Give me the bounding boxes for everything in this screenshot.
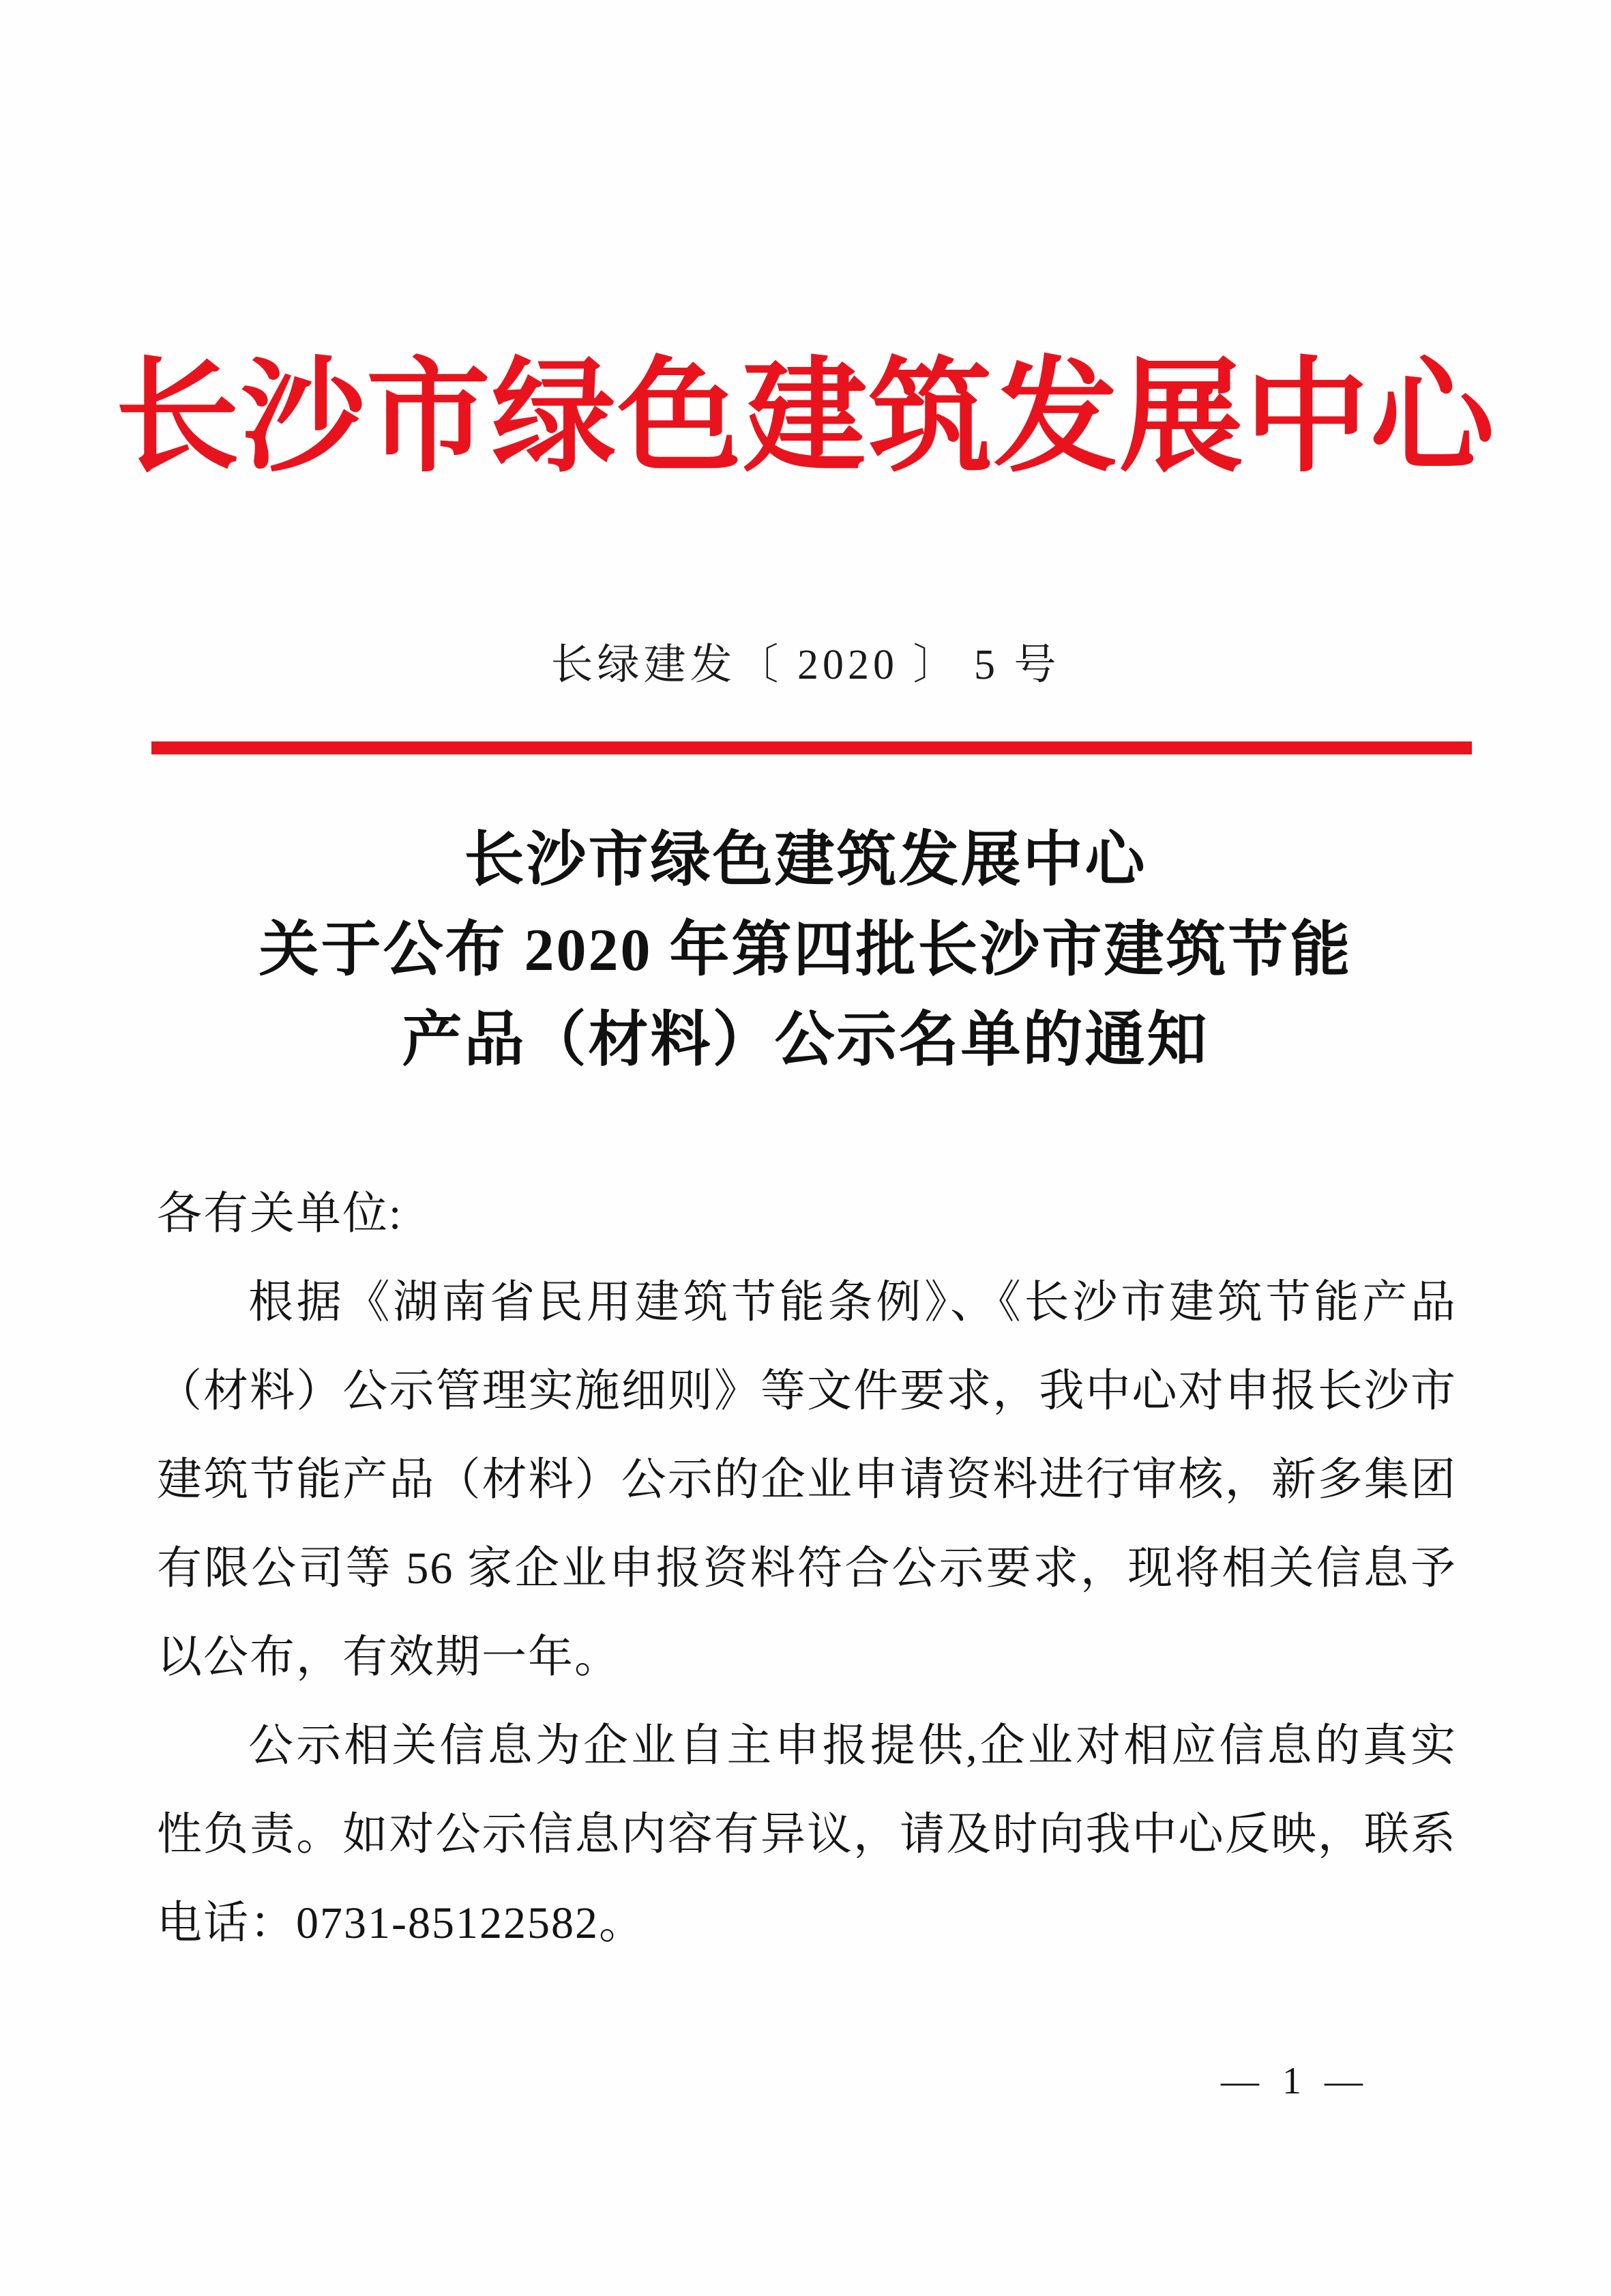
page-number: — 1 —: [1221, 2060, 1370, 2102]
document-title: [0, 816, 1611, 1086]
paragraph-2-line-2: 性负责。如对公示信息内容有异议，请及时向我中心反映，联系: [157, 1810, 1457, 1859]
letterhead-org-name: 长沙市绿色建筑发展中心: [115, 350, 1496, 487]
paragraph-1-line-1: 根据《湖南省民用建筑节能条例》、《长沙市建筑节能产品: [248, 1278, 1457, 1327]
document-number: 长绿建发〔 2020 〕 5 号: [550, 642, 1061, 688]
document-title-line-1: 长沙市绿色建筑发展中心: [464, 827, 1147, 894]
paragraph-2-line-3: 电话：0731-85122582。: [157, 1898, 645, 1948]
paragraph-1-line-2: （材料）公示管理实施细则》等文件要求，我中心对申报长沙市: [157, 1366, 1457, 1416]
paragraph-1-line-4: 有限公司等 56 家企业申报资料符合公示要求，现将相关信息予: [157, 1544, 1457, 1593]
salutation: 各有关单位:: [157, 1189, 403, 1239]
paragraph-1-line-3: 建筑节能产品（材料）公示的企业申请资料进行审核，新多集团: [157, 1455, 1457, 1505]
letterhead-divider-rule: [151, 741, 1472, 754]
document-body: [157, 1170, 1457, 1968]
document-title-line-3: 产品（材料）公示名单的通知: [402, 1007, 1209, 1074]
document-title-line-2: 关于公布 2020 年第四批长沙市建筑节能: [258, 917, 1353, 984]
paragraph-2-line-1: 公示相关信息为企业自主申报提供,企业对相应信息的真实: [248, 1721, 1457, 1771]
paragraph-1-line-5: 以公布，有效期一年。: [157, 1632, 621, 1682]
